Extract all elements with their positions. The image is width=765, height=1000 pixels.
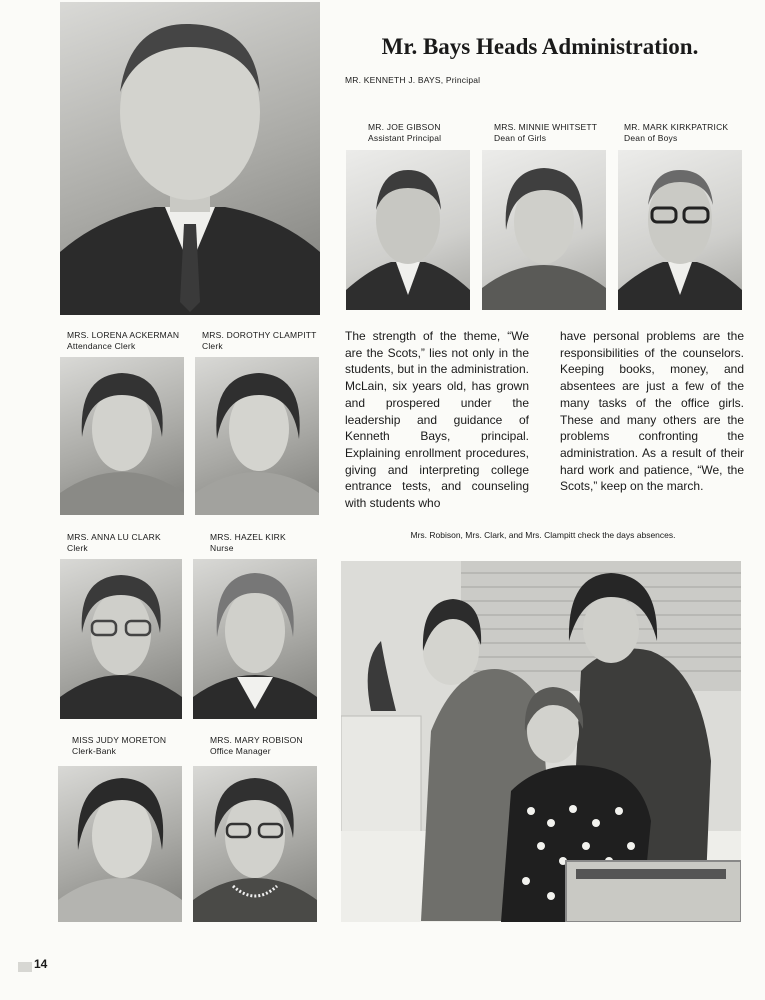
page-number: 14 [34, 957, 48, 971]
article-column-2: have personal problems are the responsibilities of the counselors. Keeping books, money, and absentees are just a few of the many tasks of the office girls. These and many others are the problems confronting the administration. As a result of their hard work and patience, “We, the Scots,” keep on the march. [560, 329, 744, 494]
staff-role: Office Manager [210, 746, 271, 756]
admin-name: MR. MARK KIRKPATRICK [624, 122, 729, 132]
portrait-clark [60, 559, 182, 719]
staff-caption-ackerman [67, 330, 179, 352]
portrait-robison [193, 766, 317, 922]
admin-caption-gibson [368, 122, 441, 144]
portrait-moreton [58, 766, 182, 922]
admin-role: Dean of Girls [494, 133, 547, 143]
staff-role: Nurse [210, 543, 234, 553]
admin-name: MRS. MINNIE WHITSETT [494, 122, 598, 132]
admin-name: MR. JOE GIBSON [368, 122, 441, 132]
staff-name: MRS. LORENA ACKERMAN [67, 330, 180, 340]
page-title: Mr. Bays Heads Administration. [381, 34, 699, 59]
admin-role: Assistant Principal [368, 133, 442, 143]
portrait-kirk [193, 559, 317, 719]
staff-name: MRS. MARY ROBISON [210, 735, 303, 745]
group-photo-caption: Mrs. Robison, Mrs. Clark, and Mrs. Clampitt check the days absences. [410, 530, 676, 540]
principal-portrait [60, 2, 320, 315]
staff-name: MISS JUDY MORETON [72, 735, 167, 745]
admin-caption-whitsett [494, 122, 597, 144]
staff-caption-moreton [72, 735, 166, 757]
staff-role: Attendance Clerk [67, 341, 136, 351]
staff-name: MRS. ANNA LU CLARK [67, 532, 161, 542]
staff-role: Clerk [67, 543, 88, 553]
staff-role: Clerk-Bank [72, 746, 117, 756]
principal-caption [345, 75, 480, 86]
portrait-gibson [346, 150, 470, 310]
portrait-ackerman [60, 357, 184, 515]
group-photo [341, 561, 741, 922]
portrait-clampitt [195, 357, 319, 515]
staff-name: MRS. DOROTHY CLAMPITT [202, 330, 317, 340]
staff-caption-kirk [210, 532, 286, 554]
admin-caption-kirkpatrick [624, 122, 728, 144]
staff-caption-clark [67, 532, 161, 554]
admin-role: Dean of Boys [624, 133, 678, 143]
article-column-1: The strength of the theme, “We are the Scots,” lies not only in the students, but in the administration. McLain, six years old, has grown and prospered under the leadership and guidance of Kenneth Bays, principal. Explaining enrollment procedures, giving and interpreting college entrance tests, and counseling with students who [345, 329, 529, 511]
staff-caption-robison [210, 735, 303, 757]
page-corner-mark [18, 962, 32, 972]
staff-name: MRS. HAZEL KIRK [210, 532, 286, 542]
principal-name: MR. KENNETH J. BAYS, Principal [345, 75, 481, 85]
portrait-kirkpatrick [618, 150, 742, 310]
staff-role: Clerk [202, 341, 223, 351]
staff-caption-clampitt [202, 330, 317, 352]
portrait-whitsett [482, 150, 606, 310]
